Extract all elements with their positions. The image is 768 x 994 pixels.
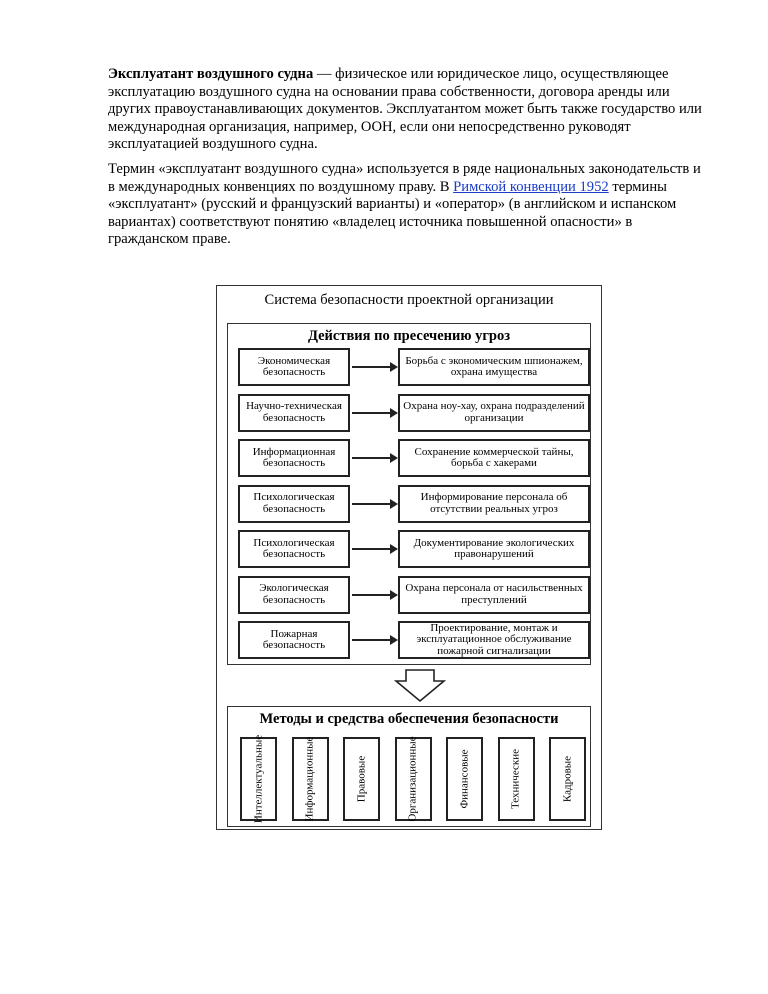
method-label: Организационные (406, 736, 419, 822)
right-arrow-icon (352, 639, 396, 641)
threat-actions-title: Действия по пресечению угроз (307, 328, 511, 344)
method-box (292, 737, 329, 821)
methods-panel (227, 706, 591, 827)
threat-actions-panel (227, 323, 591, 665)
security-type-box: Информационная безопасность (238, 439, 350, 477)
security-type-box: Пожарная безопасность (238, 621, 350, 659)
security-type-box: Экономическая безопасность (238, 348, 350, 386)
method-box (549, 737, 586, 821)
method-box (240, 734, 277, 824)
paragraph-usage (108, 161, 708, 249)
method-label: Технические (509, 749, 522, 809)
definition-text: — физическое или юридическое лицо, осуществляющее эксплуатацию воздушного судна на основании права собственности, договора аренды или других правоустанавливающих документов. Эксплуатантом может быть также государство или международная организация, например, ООН, если они непосредственно руководят эксплуатацией воздушного судна. (108, 66, 702, 153)
term-bold: Эксплуатант воздушного судна (108, 66, 314, 82)
method-box (446, 737, 483, 821)
diagram-title: Система безопасности проектной организации (264, 292, 554, 308)
method-label: Финансовые (458, 749, 470, 809)
right-arrow-icon (352, 594, 396, 596)
right-arrow-icon (352, 548, 396, 550)
security-type-box: Психологическая безопасность (238, 530, 350, 568)
right-arrow-icon (352, 457, 396, 459)
down-arrow-icon (394, 669, 446, 703)
method-label: Интеллектуальные (252, 734, 264, 824)
action-box: Охрана ноу-хау, охрана подразделений организации (398, 394, 590, 432)
security-system-diagram (216, 285, 602, 830)
method-box (395, 737, 432, 821)
action-box: Борьба с экономическим шпионажем, охрана имущества (398, 348, 590, 386)
usage-text-before: Термин «эксплуатант воздушного судна» используется в ряде национальных законодательств и в международных конвенциях по воздушному праву. В (108, 161, 701, 195)
methods-title: Методы и средства обеспечения безопасности (259, 711, 559, 727)
method-label: Информационные (303, 736, 316, 822)
rome-convention-link[interactable]: Римской конвенции 1952 (453, 178, 609, 195)
usage-text-after: термины «эксплуатант» (русский и французский варианты) и «оператор» (в английском и испанском вариантах) соответствуют понятию «владелец источника повышенной опасности» в гражданском праве. (108, 178, 677, 248)
security-type-box: Экологическая безопасность (238, 576, 350, 614)
method-box (343, 737, 380, 821)
security-type-box: Научно-техническая безопасность (238, 394, 350, 432)
method-box (498, 737, 535, 821)
action-box: Охрана персонала от насильственных преступлений (398, 576, 590, 614)
action-box: Проектирование, монтаж и эксплуатационное обслуживание пожарной сигнализации (398, 621, 590, 659)
method-label: Кадровые (561, 755, 573, 803)
method-label: Правовые (355, 755, 367, 803)
right-arrow-icon (352, 366, 396, 368)
security-type-box: Психологическая безопасность (238, 485, 350, 523)
action-box: Информирование персонала об отсутствии реальных угроз (398, 485, 590, 523)
right-arrow-icon (352, 412, 396, 414)
action-box: Сохранение коммерческой тайны, борьба с хакерами (398, 439, 590, 477)
paragraph-definition (108, 66, 708, 154)
right-arrow-icon (352, 503, 396, 505)
action-box: Документирование экологических правонарушений (398, 530, 590, 568)
